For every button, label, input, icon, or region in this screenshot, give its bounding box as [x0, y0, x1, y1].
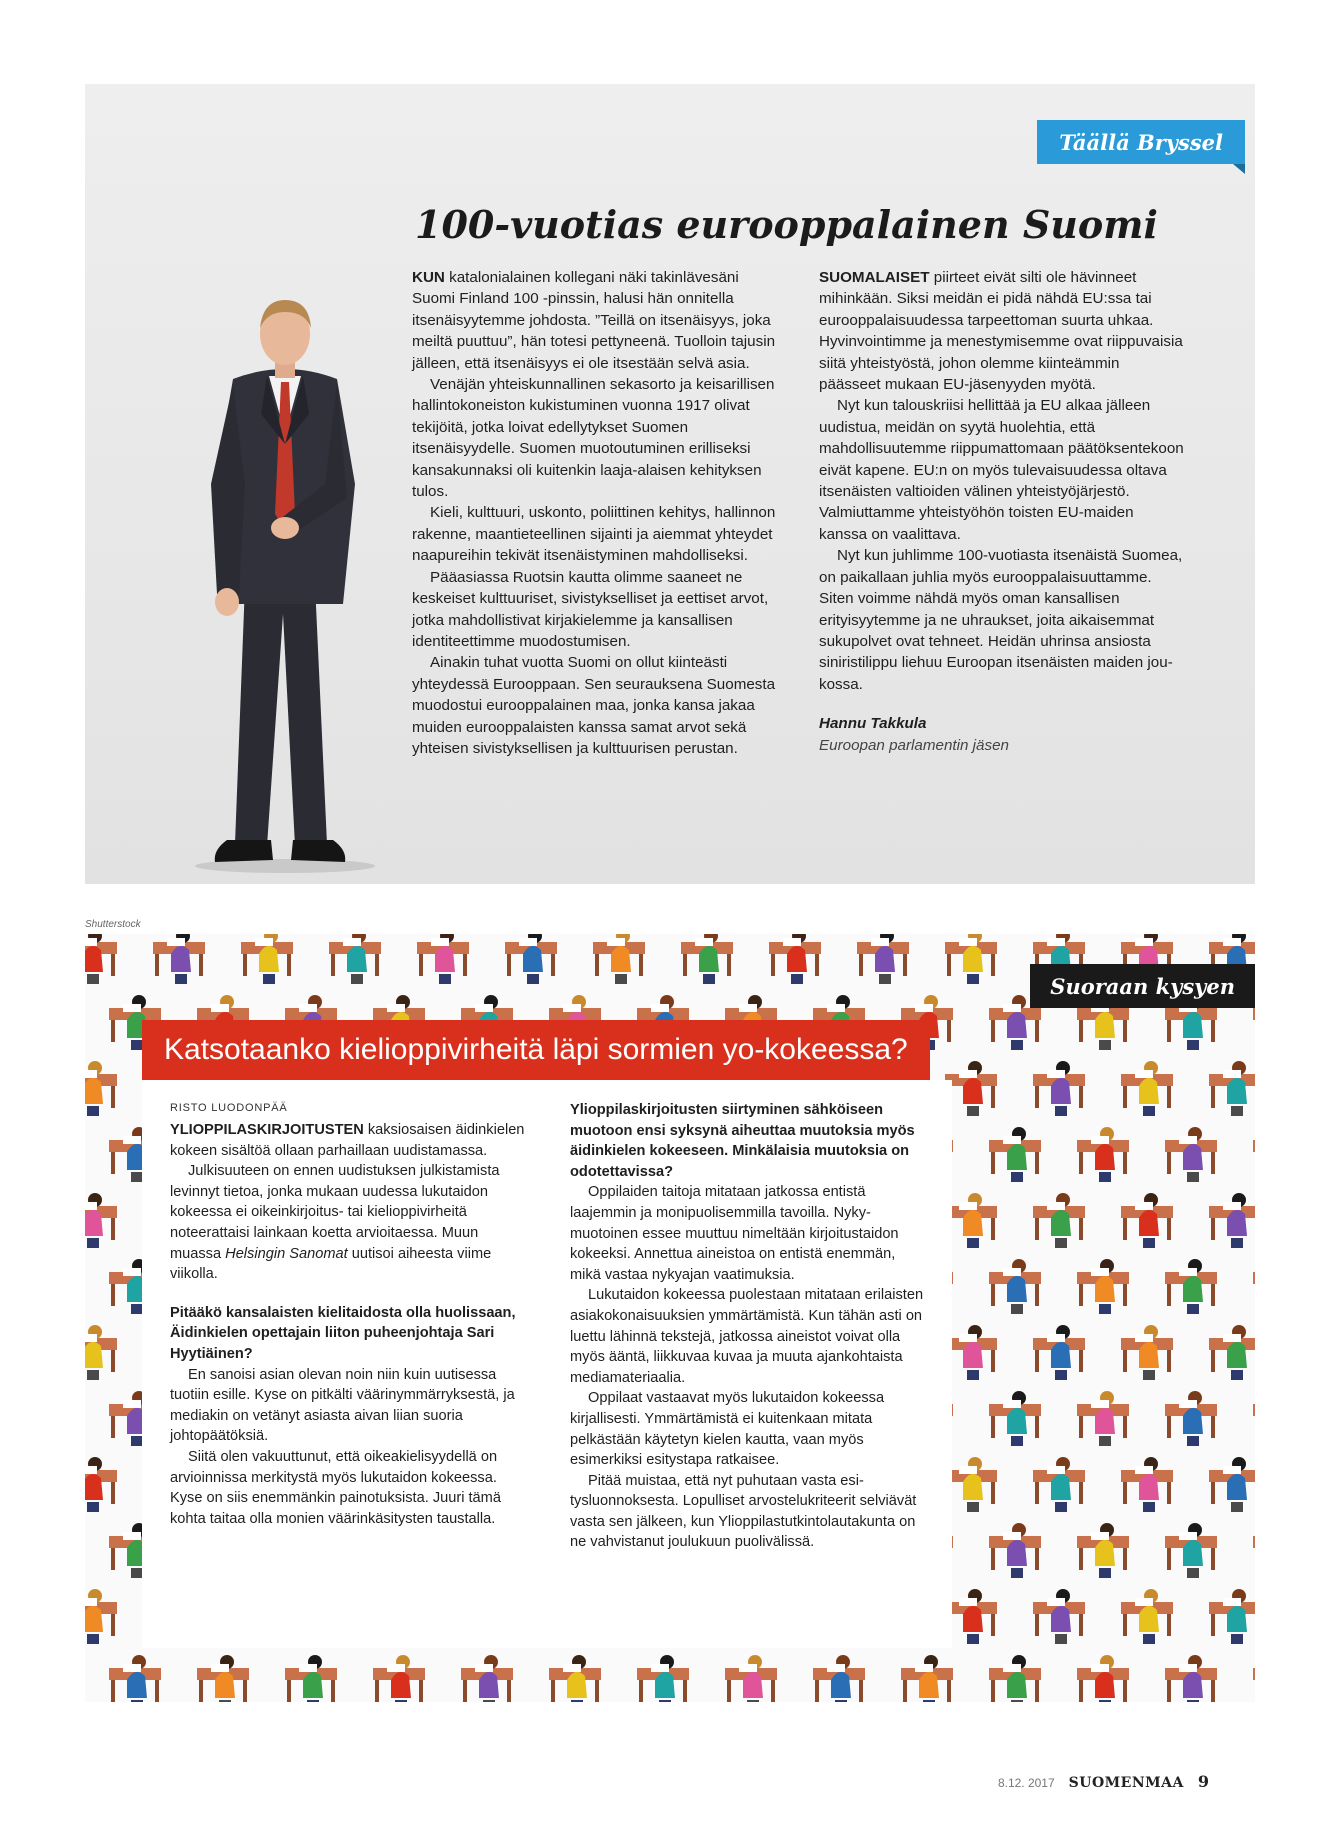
interview-paragraph: Lukutaidon kokeessa puolestaan mitataan erilaisten asiakokonaisuuksien ymmärtämistä. Kun tähän asti on luettu lähinnä tekstejä, jatkossa aineistot voivat olla myös ääntä, liikkuvaa kuvaa ja muuta ajankohtaista mediamateriaalia. [570, 1287, 924, 1386]
desk-student [1077, 1523, 1129, 1578]
interview-paragraph: En sanoisi asian olevan noin niin kuin uutisessa tuotiin esille. Kyse on pitkälti väärinymmärryksestä, ja mediakin on vetänyt asiasta aivan liian suoria johtopäätöksiä. [170, 1366, 515, 1445]
desk-student [1077, 1127, 1129, 1182]
author-name: Hannu Takkula [819, 715, 927, 733]
desk-student [857, 934, 909, 984]
interview-text-box [142, 1080, 952, 1648]
interview-question: Ylioppilaskirjoitusten siirtyminen sähköiseen muotoon ensi syksynä aiheuttaa muutoksia myös äidinkielen kokeeseen. Minkälaisia muutoksia on odotettavissa? [570, 1102, 915, 1180]
desk-student [241, 934, 293, 984]
desk-student [1033, 1457, 1085, 1512]
desk-student [1209, 1193, 1255, 1248]
desk-student [197, 1655, 249, 1702]
issue-date: 8.12. 2017 [997, 1776, 1055, 1790]
interview-paragraph: Oppilaiden taitoja mitataan jatkossa entistä laajemmin ja monipuolisemmilla tavoilla. Nykymuotoinen essee muuttuu nimeltään kirjoitustaidon kokeeksi. Annettua aineistoa on entistä enemmän, mikä vastaa nykyajan vaatimuksia. [570, 1184, 899, 1283]
desk-student [769, 934, 821, 984]
desk-student [85, 1061, 117, 1116]
article-paragraph: Pääasiassa Ruotsin kautta olimme saaneet ne keskeiset kulttuuriset, sivistykselliset ja eettiset arvot, jotka mahdollistivat kirjakielemme ja kansallisen identiteettimme muodostumisen. [412, 568, 769, 650]
interview-paragraph: Oppilaat vastaavat myös lukutaidon kokeessa kirjallisesti. Ymmärtämistä ei kuitenkaan mitata pelkästään käytetyn kielen kautta, vaan myös esimerkiksi esitystapa ratkaisee. [570, 1390, 885, 1469]
desk-student [945, 1325, 997, 1380]
article-paragraph: SUOMALAISET piirteet eivät silti ole hävinneet mihinkään. Siksi meidän ei pidä nähdä EU:ssa tai eurooppalaisuudessa tarpeettoman suurta uhkaa. Hyvinvointimme ja menestymisemme ovat riippuvaisia siitä yhteistyöstä, johon olemme kiinteämmin päässeet mukaan EU-jäsenyyden myötä. [819, 269, 1183, 394]
desk-student [1121, 1457, 1173, 1512]
desk-student [1253, 1655, 1255, 1702]
interview-column-left [170, 1120, 532, 1529]
article-paragraph: Nyt kun juhlimme 100-vuotiasta itsenäistä Suomea, on paikallaan juhlia myös eurooppalaisuuttamme. Siten voimme nähdä myös oman kansallisen erityisyytemme ja ne uhraukset, joita aikaisemmat sukupolvet ovat tehneet. Heidän uhrinsa ansiosta siniristilippu liehuu Euroopan itsenäisten maiden joukossa. [819, 547, 1183, 693]
desk-student [85, 934, 117, 984]
desk-student [85, 1193, 117, 1248]
desk-student [945, 934, 997, 984]
article-paragraph: Kieli, kulttuuri, uskonto, poliittinen kehitys, hallinnon rakenne, maantieteellinen sijainti ja aiemmat yhteydet naapureihin tekivät itsenäistyminen mahdolliseksi. [412, 504, 776, 565]
desk-student [1253, 1391, 1255, 1446]
section-tag-taalla-bryssel: Täällä Bryssel [1037, 120, 1245, 164]
desk-student [1121, 1193, 1173, 1248]
desk-student [989, 1523, 1041, 1578]
article-paragraph: KUN katalonialainen kollegani näki takinlävesäni Suomi Finland 100 -pinssin, halusi hän onnitella itsenäisyytemme johdosta. ”Teillä on itsenäisyys, joka meiltä puuttuu”, hän totesi pettyneenä. Tuolloin tajusin jälleen, että itsenäisyys ei ole itsestään selvä asia. [412, 269, 776, 372]
desk-student [1165, 1523, 1217, 1578]
article-paragraph: Nyt kun talouskriisi hellittää ja EU alkaa jälleen uudistua, meidän on syytä huolehtia, että mahdollisuutemme riippumattomaan päätöksentekoon eivät kapene. EU:n on myös tulevaisuudessa oltava itsenäisten valtioiden välinen yhteistyöjärjestö. Valmiuttamme yhteistyöhön toisten EU-maiden kanssa on vaalittava. [819, 397, 1184, 543]
desk-student [989, 1127, 1041, 1182]
desk-student [1033, 1589, 1085, 1644]
byline: RISTO LUODONPÄÄ [170, 1102, 288, 1114]
interview-paragraph: Julkisuuteen on ennen uudistuksen julkistamista levinnyt tietoa, jonka mukaan uudessa lukutaidon kokeessa ei oikeinkirjoitus- tai kielioppivirheitä noteerattaisi lainkaan koetta arvioitaessa. Muun muassa Helsingin Sanomat uutisoi aiheesta viime viikolla. [170, 1163, 500, 1283]
section-tag-suoraan-kysyen: Suoraan kysyen [1030, 964, 1255, 1008]
desk-student [153, 934, 205, 984]
desk-student [989, 1259, 1041, 1314]
desk-student [85, 1457, 117, 1512]
desk-student [329, 934, 381, 984]
desk-student [85, 1325, 117, 1380]
interview-column-right [570, 1100, 925, 1553]
desk-student [109, 1655, 161, 1702]
desk-student [505, 934, 557, 984]
desk-student [85, 1589, 117, 1644]
article-column-left [412, 267, 777, 759]
desk-student [1209, 1589, 1255, 1644]
headline: Katsotaanko kielioppivirheitä läpi sormien yo-kokeessa? [142, 1020, 930, 1080]
interview-paragraph: Siitä olen vakuuttunut, että oikeakielisyydellä on arvioinnissa merkitystä myös lukutaidon kokeessa. Kyse on siis enemmänkin painotuksista. Juuri tämä kohta taitaa olla monien väärinkäsitysten taustalla. [170, 1448, 501, 1527]
desk-student [373, 1655, 425, 1702]
top-article-panel [85, 84, 1255, 884]
desk-student [1077, 1655, 1129, 1702]
desk-student [1253, 1523, 1255, 1578]
desk-student [725, 1655, 777, 1702]
desk-student [1165, 1259, 1217, 1314]
desk-student [637, 1655, 689, 1702]
article-paragraph: Ainakin tuhat vuotta Suomi on ollut kiinteästi yhteydessä Eurooppaan. Sen seurauksena Suomesta muodostui eurooppalainen maa, jonka kansa jakaa muiden eurooppalaisten kanssa samat arvot sekä yhteisen sivistyksellisen ja kulttuurisen perustan. [412, 654, 776, 757]
desk-student [1121, 1061, 1173, 1116]
desk-student [989, 1655, 1041, 1702]
desk-student [1121, 1325, 1173, 1380]
interview-paragraph: Pitää muistaa, että nyt puhutaan vasta esitysluonnoksesta. Lopulliset arvostelukriteerit selviävät vasta sen jälkeen, kun Ylioppilastutkintolautakunta on ne vahvistanut joulukuun puolivälissä. [570, 1472, 917, 1551]
desk-student [1077, 1391, 1129, 1446]
desk-student [461, 1655, 513, 1702]
desk-student [1077, 1259, 1129, 1314]
author-role: Euroopan parlamentin jäsen [819, 736, 1009, 754]
desk-student [1033, 1325, 1085, 1380]
desk-student [989, 1391, 1041, 1446]
desk-student [813, 1655, 865, 1702]
desk-student [945, 1457, 997, 1512]
magazine-name: SUOMENMAA [1068, 1775, 1184, 1791]
desk-student [1253, 1259, 1255, 1314]
desk-student [1253, 1127, 1255, 1182]
desk-student [1121, 1589, 1173, 1644]
desk-student [901, 1655, 953, 1702]
desk-student [1165, 1655, 1217, 1702]
page-number: 9 [1197, 1772, 1209, 1791]
desk-student [1209, 1457, 1255, 1512]
desk-student [417, 934, 469, 984]
desk-student [549, 1655, 601, 1702]
desk-student [945, 1061, 997, 1116]
desk-student [1209, 1061, 1255, 1116]
photo-credit: Shutterstock [85, 919, 141, 930]
article-title: 100-vuotias eurooppalainen Suomi [415, 202, 1158, 247]
desk-student [1209, 1325, 1255, 1380]
interview-paragraph: YLIOPPILASKIRJOITUSTEN kaksiosaisen äidinkielen kokeen sisältöä ollaan parhaillaan uudistamassa. [170, 1122, 525, 1159]
desk-student [285, 1655, 337, 1702]
desk-student [1033, 1193, 1085, 1248]
desk-student [945, 1589, 997, 1644]
interview-question: Pitääkö kansalaisten kielitaidosta olla huolissaan, Äidinkielen opettajain liiton puheenjohtaja Sari Hyytiäinen? [170, 1304, 516, 1362]
desk-student [1165, 1127, 1217, 1182]
portrait-photo [175, 284, 395, 874]
desk-student [1165, 1391, 1217, 1446]
desk-student [681, 934, 733, 984]
desk-student [593, 934, 645, 984]
article-paragraph: Venäjän yhteiskunnallinen sekasorto ja keisarillisen hallintokoneiston kukistuminen vuonna 1917 olivat tekijöitä, jotka loivat edellytykset Suomen itsenäisyydelle. Suomen muotoutuminen erilliseksi kansakunnaksi oli kuitenkin laaja-alaisen kehityksen tulos. [412, 376, 775, 501]
desk-student [945, 1193, 997, 1248]
bottom-article-panel [85, 934, 1255, 1702]
desk-student [1033, 1061, 1085, 1116]
page-footer [998, 1772, 1209, 1791]
article-column-right [819, 267, 1184, 756]
